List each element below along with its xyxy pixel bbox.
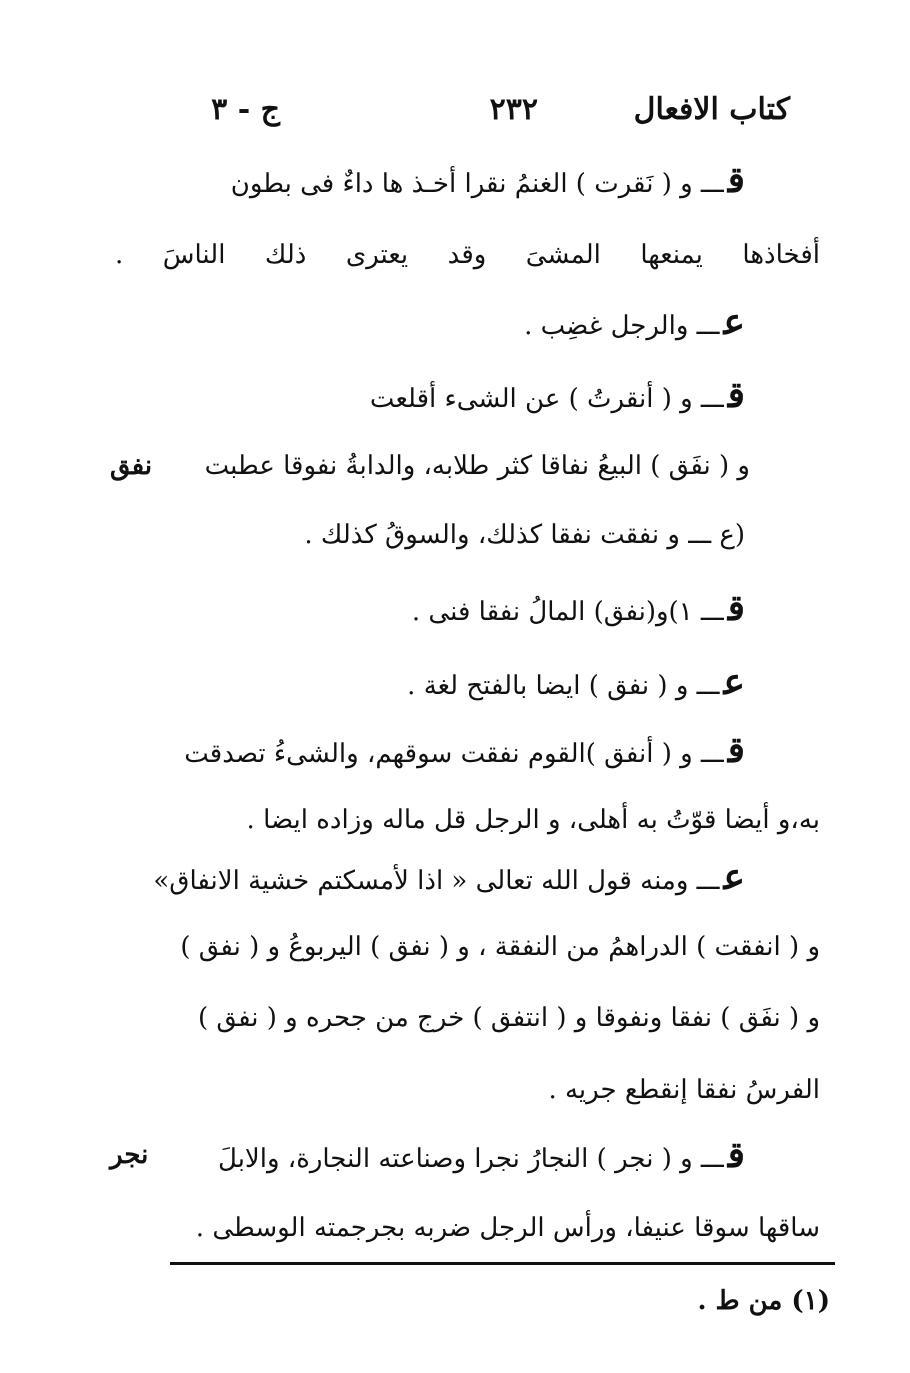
line-text: و ( انفقت ) الدراهمُ من النفقة ، و ( نفق ) اليربوعُ و ( نفق ): [180, 932, 820, 962]
text-line: [548, 1070, 820, 1110]
entry-mark: ق: [727, 729, 745, 771]
text-line: [198, 998, 820, 1038]
entry-mark: ع: [723, 856, 745, 898]
line-text: ـــ و ( نجر ) النجارُ نجرا وصناعته النجارة، والابلَ: [218, 1144, 724, 1174]
page-number: ٢٣٢: [489, 92, 538, 127]
line-text: ـــ و ( أنقرتُ ) عن الشىء أقلعت: [369, 384, 724, 414]
text-line: [231, 160, 745, 204]
line-text: ـــ ١)و(نفق) المالُ نفقا فنى .: [411, 597, 724, 627]
volume-label: ج - ٣: [211, 92, 280, 127]
line-text: ـــ ومنه قول الله تعالى « اذا لأمسكتم خشية الانفاق»: [153, 866, 720, 896]
text-line: [304, 515, 745, 555]
page-header: [200, 92, 800, 142]
text-line: [196, 1208, 820, 1248]
text-line: [180, 927, 820, 967]
margin-note-najar: نجر: [110, 1140, 149, 1170]
entry-mark: ق: [727, 374, 745, 416]
text-line: [247, 800, 820, 840]
line-text: و ( نفَق ) نفقا ونفوقا و ( انتفق ) خرج من جحره و ( نفق ): [198, 1003, 820, 1033]
line-text: و ( نفَق ) البيعُ نفاقا كثر طلابه، والدابةُ نفوقا عطبت: [204, 451, 750, 481]
footnote: (١) من ط .: [697, 1286, 830, 1316]
text-line: [218, 1135, 745, 1179]
line-text: أفخاذها يمنعها المشىَ وقد يعترى ذلك الناسَ .: [115, 240, 820, 270]
line-text: الفرسُ نفقا إنقطع جريه .: [548, 1075, 820, 1105]
text-line: [407, 662, 745, 706]
line-text: ـــ و ( نَقرت ) الغنمُ نقرا أخـذ ها داءٌ فى بطون: [230, 169, 724, 199]
text-line: [153, 857, 745, 901]
line-text: ـــ و ( نفق ) ايضا بالفتح لغة .: [407, 671, 720, 701]
line-text: (ع ـــ و نفقت نفقا كذلك، والسوقُ كذلك .: [304, 520, 745, 550]
line-text: ساقها سوقا عنيفا، ورأس الرجل ضربه بجرجمته الوسطى .: [195, 1213, 820, 1243]
entry-mark: ع: [723, 301, 745, 343]
entry-mark: ق: [727, 587, 745, 629]
entry-mark: ع: [723, 661, 745, 703]
footnote-divider: [170, 1262, 835, 1265]
entry-mark: ق: [727, 1134, 745, 1176]
text-line: [370, 375, 745, 419]
entry-mark: ق: [727, 159, 745, 201]
text-line: [184, 730, 745, 774]
margin-note-nafaq: نفق: [110, 451, 153, 481]
line-text: ـــ و ( أنفق )القوم نفقت سوقهم، والشىءُ تصدقت: [184, 739, 724, 769]
text-line: [205, 446, 750, 486]
text-line: [115, 235, 820, 275]
book-title: كتاب الافعال: [633, 92, 790, 127]
line-text: به،و أيضا قوّتُ به أهلى، و الرجل قل ماله وزاده ايضا .: [246, 805, 820, 835]
line-text: ـــ والرجل غضِب .: [524, 311, 720, 341]
text-line: [524, 302, 745, 346]
text-line: [412, 588, 745, 632]
